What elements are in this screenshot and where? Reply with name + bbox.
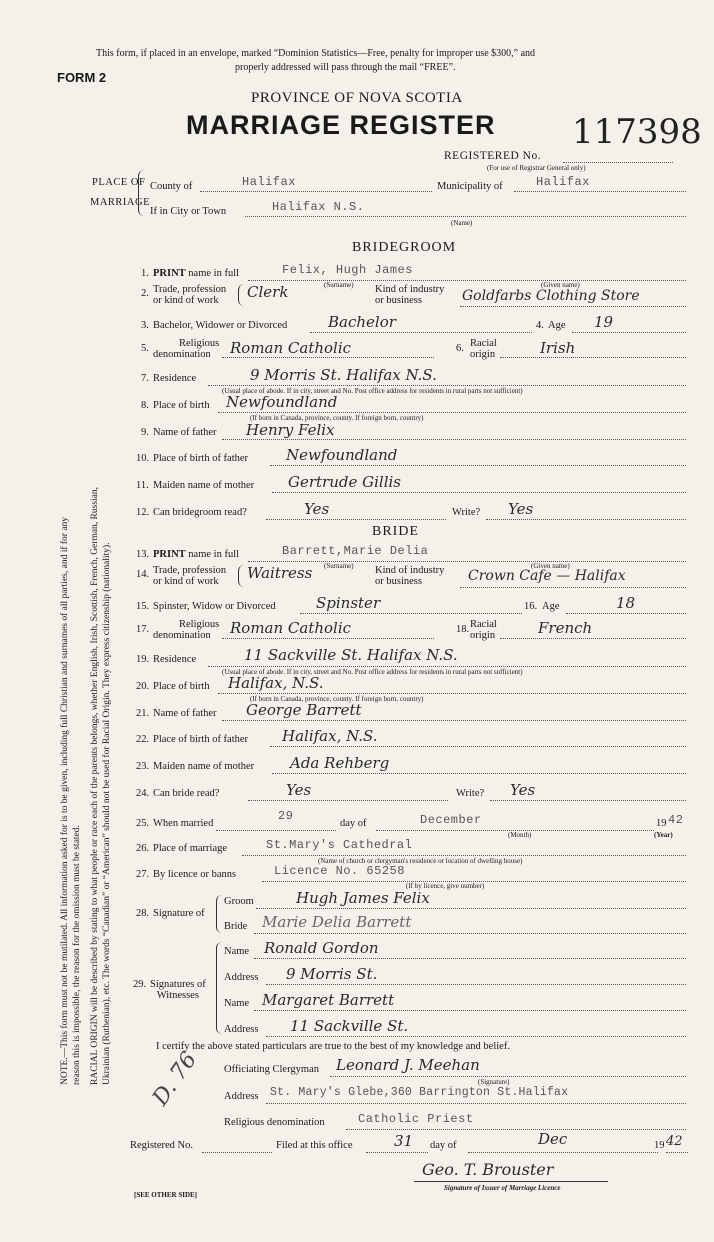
denomination-line <box>346 1129 686 1130</box>
field-12-line <box>266 519 446 520</box>
field-8-label: Place of birth <box>153 400 210 411</box>
groom-industry-value: Goldfarbs Clothing Store <box>462 288 640 304</box>
name-caption: (Name) <box>451 219 473 227</box>
field-21-label: Name of father <box>153 708 217 719</box>
field-2-brace <box>238 284 244 306</box>
field-8-line <box>218 412 686 413</box>
filed-day-value: 31 <box>394 1132 414 1150</box>
field-28-number: 28. <box>136 908 150 919</box>
place-brace <box>138 170 145 216</box>
field-9-label: Name of father <box>153 427 217 438</box>
groom-read-value: Yes <box>304 500 330 518</box>
field-10-label: Place of birth of father <box>153 453 249 464</box>
issuer-signature-line <box>414 1181 608 1182</box>
field-5-number: 5. <box>141 343 149 354</box>
field-25-label: When married <box>153 818 214 829</box>
groom-age-line <box>572 332 686 333</box>
groom-racial-line <box>500 357 686 358</box>
field-2-label: Trade, profession or kind of work <box>153 284 227 306</box>
filed-month-value: Dec <box>538 1130 568 1148</box>
province-heading: PROVINCE OF NOVA SCOTIA <box>251 90 463 106</box>
marriage-day-value: 29 <box>278 809 294 823</box>
field-29-brace <box>216 942 222 1034</box>
city-label: If in City or Town <box>150 206 227 217</box>
field-27-label: By licence or banns <box>153 869 237 880</box>
filed-year-value: 42 <box>666 1134 683 1149</box>
field-21-line <box>222 720 686 721</box>
bride-birth-caption: (If born in Canada, province, county. If foreign born, country) <box>250 695 424 703</box>
field-17-number: 17. <box>136 624 150 635</box>
bride-industry-label: Kind of industry or business <box>375 565 445 587</box>
clergyman-line <box>330 1076 686 1077</box>
bride-racial-value: French <box>538 619 593 637</box>
bride-signature: Marie Delia Barrett <box>262 913 412 931</box>
bride-read-value: Yes <box>286 781 312 799</box>
groom-name-value: Felix, Hugh James <box>282 263 413 277</box>
marriage-label: MARRIAGE <box>90 197 151 208</box>
field-19-number: 19. <box>136 654 150 665</box>
marriage-place-value: St.Mary's Cathedral <box>266 838 413 852</box>
bride-age-number: 16. <box>524 601 538 612</box>
field-13-line <box>248 561 686 562</box>
denomination-label: Religious denomination <box>224 1117 325 1128</box>
bride-marital-status-value: Spinster <box>316 594 381 612</box>
field-14-label: Trade, profession or kind of work <box>153 565 227 587</box>
field-1-line <box>248 280 686 281</box>
field-20-number: 20. <box>136 681 150 692</box>
bride-signature-line <box>254 933 686 934</box>
groom-write-label: Write? <box>452 507 481 518</box>
field-28-brace <box>216 895 222 933</box>
bridegroom-section-title: BRIDEGROOM <box>352 240 457 255</box>
postage-notice-line-1: This form, if placed in an envelope, marked “Dominion Statistics—Free, penalty for improper use $300,” and <box>96 48 536 59</box>
field-17-line <box>222 638 434 639</box>
field-12-label: Can bridegroom read? <box>153 507 247 518</box>
field-19-label: Residence <box>153 654 197 665</box>
field-24-line <box>248 800 448 801</box>
field-15-label: Spinster, Widow or Divorced <box>153 601 276 612</box>
groom-racial-number: 6. <box>456 343 464 354</box>
witness-2-address: 11 Sackville St. <box>290 1017 409 1035</box>
bride-age-line <box>566 613 686 614</box>
witness-1-address-line <box>266 984 686 985</box>
groom-father-value: Henry Felix <box>246 421 335 439</box>
field-5-label: Religious denomination <box>153 338 220 360</box>
field-3-line <box>310 332 532 333</box>
filed-year-line <box>666 1152 688 1153</box>
bride-father-birthplace-value: Halifax, N.S. <box>282 727 378 745</box>
groom-occupation-value: Clerk <box>247 283 289 301</box>
clergyman-label: Officiating Clergyman <box>224 1064 319 1075</box>
side-note-line-2: reason this is impossible, the reason for the omission must be stated. <box>72 825 82 1085</box>
field-22-label: Place of birth of father <box>153 734 249 745</box>
county-label: County of <box>150 181 193 192</box>
field-25-number: 25. <box>136 818 150 829</box>
postage-notice-line-2: properly addressed will pass through the mail “FREE”. <box>235 62 456 73</box>
witness-1-name-label: Name <box>224 946 250 957</box>
field-8-number: 8. <box>141 400 149 411</box>
footer-registered-label: Registered No. <box>130 1140 193 1151</box>
field-26-line <box>242 855 686 856</box>
field-3-number: 3. <box>141 320 149 331</box>
field-3-label: Bachelor, Widower or Divorced <box>153 320 288 331</box>
groom-birth-caption: (If born in Canada, province, county. If foreign born, country) <box>250 414 424 422</box>
bride-age-label: Age <box>542 601 560 612</box>
field-10-line <box>270 465 686 466</box>
month-caption: (Month) <box>508 831 532 839</box>
bride-signature-label: Bride <box>224 921 248 932</box>
field-11-line <box>272 492 686 493</box>
church-caption: (Name of church or clergyman's residence or location of dwelling house) <box>318 857 523 865</box>
field-13-label: PRINT name in full <box>153 549 240 560</box>
groom-racial-value: Irish <box>540 339 576 357</box>
marriage-year-value: 42 <box>668 813 684 827</box>
witness-1-name: Ronald Gordon <box>264 939 379 957</box>
field-14-number: 14. <box>136 569 150 580</box>
field-23-label: Maiden name of mother <box>153 761 255 772</box>
field-12-number: 12. <box>136 507 150 518</box>
bride-residence-caption: (Usual place of abode. If in city, street and No. Post office address for residents in rural parts not sufficient) <box>222 668 523 676</box>
marriage-day-line <box>216 830 336 831</box>
witness-1-address: 9 Morris St. <box>286 965 378 983</box>
registered-number-handwritten: 117398 <box>572 112 702 152</box>
witness-2-name-label: Name <box>224 998 250 1009</box>
issuer-signature: Geo. T. Brouster <box>422 1160 554 1179</box>
field-7-line <box>208 385 686 386</box>
bride-religion-value: Roman Catholic <box>230 619 352 637</box>
field-1-number: 1. <box>141 268 149 279</box>
bride-section-title: BRIDE <box>372 524 419 539</box>
groom-age-number: 4. <box>536 320 544 331</box>
marriage-year-prefix: 19 <box>656 818 667 829</box>
field-5-line <box>222 357 434 358</box>
surname-caption: (Surname) <box>324 281 354 289</box>
clergyman-address-value: St. Mary's Glebe,360 Barrington St.Halifax <box>270 1086 569 1099</box>
witness-2-address-line <box>266 1036 686 1037</box>
signature-caption: (Signature) <box>478 1078 510 1086</box>
county-line <box>200 191 432 192</box>
groom-age-value: 19 <box>594 313 614 331</box>
registrar-note: (For use of Registrar General only) <box>487 164 586 172</box>
bride-occupation-value: Waitress <box>247 564 313 582</box>
filed-day-line <box>366 1152 428 1153</box>
issuer-caption: Signature of Issuer of Marriage Licence <box>444 1184 561 1192</box>
witness-1-name-line <box>254 958 686 959</box>
registered-no-line <box>563 162 673 163</box>
field-15-line <box>300 613 522 614</box>
field-20-line <box>218 693 686 694</box>
field-13-number: 13. <box>136 549 150 560</box>
filed-day-of-label: day of <box>430 1140 457 1151</box>
year-caption: (Year) <box>654 831 673 839</box>
field-29-number: 29. <box>133 979 147 990</box>
groom-signature-line <box>256 908 686 909</box>
field-26-label: Place of marriage <box>153 843 228 854</box>
groom-signature: Hugh James Felix <box>296 889 430 907</box>
field-9-number: 9. <box>141 427 149 438</box>
witness-1-address-label: Address <box>224 972 259 983</box>
bride-write-label: Write? <box>456 788 485 799</box>
bride-residence-value: 11 Sackville St. Halifax N.S. <box>244 646 458 664</box>
form-number: FORM 2 <box>57 70 107 85</box>
witness-2-address-label: Address <box>224 1024 259 1035</box>
given-name-caption: (Given name) <box>541 281 580 289</box>
witness-2-name-line <box>254 1010 686 1011</box>
municipality-line <box>514 191 686 192</box>
bride-industry-line <box>460 587 686 588</box>
bride-racial-label: Racial origin <box>470 619 497 641</box>
filed-year-prefix: 19 <box>654 1140 665 1151</box>
clergyman-address-label: Address <box>224 1091 259 1102</box>
bride-racial-number: 18. <box>456 624 470 635</box>
groom-signature-label: Groom <box>224 896 254 907</box>
groom-mother-value: Gertrude Gillis <box>288 473 402 491</box>
bride-industry-value: Crown Cafe — Halifax <box>468 568 626 584</box>
groom-industry-label: Kind of industry or business <box>375 284 445 306</box>
margin-annotation: D. 76 <box>148 1047 203 1111</box>
county-value: Halifax <box>242 175 296 189</box>
groom-write-line <box>486 519 686 520</box>
witness-2-name: Margaret Barrett <box>262 991 395 1009</box>
bride-write-value: Yes <box>510 781 536 799</box>
place-of-label: PLACE OF <box>92 177 146 188</box>
field-9-line <box>222 439 686 440</box>
filed-month-line <box>468 1152 658 1153</box>
bride-mother-value: Ada Rehberg <box>290 754 390 772</box>
licence-caption: (If by licence, give number) <box>406 882 485 890</box>
marriage-month-value: December <box>420 813 482 827</box>
groom-marital-status-value: Bachelor <box>328 313 396 331</box>
marriage-day-of-label: day of <box>340 818 367 829</box>
clergyman-signature: Leonard J. Meehan <box>336 1056 480 1074</box>
field-10-number: 10. <box>136 453 150 464</box>
certify-statement: I certify the above stated particulars are true to the best of my knowledge and belief. <box>156 1041 510 1052</box>
groom-father-birthplace-value: Newfoundland <box>286 446 398 464</box>
municipality-label: Municipality of <box>437 181 503 192</box>
groom-age-label: Age <box>548 320 566 331</box>
city-line <box>245 216 686 217</box>
registered-no-label: REGISTERED No. <box>444 150 542 162</box>
field-23-number: 23. <box>136 761 150 772</box>
bride-given-name-caption: (Given name) <box>531 562 570 570</box>
field-22-line <box>270 746 686 747</box>
field-21-number: 21. <box>136 708 150 719</box>
groom-write-value: Yes <box>508 500 534 518</box>
field-26-number: 26. <box>136 843 150 854</box>
bride-racial-line <box>500 638 686 639</box>
bride-surname-caption: (Surname) <box>324 562 354 570</box>
filed-label: Filed at this office <box>276 1140 353 1151</box>
field-17-label: Religious denomination <box>153 619 220 641</box>
bride-birthplace-value: Halifax, N.S. <box>228 674 324 692</box>
bride-father-value: George Barrett <box>246 701 362 719</box>
field-28-label: Signature of <box>153 908 205 919</box>
clergyman-address-line <box>266 1103 686 1104</box>
field-24-number: 24. <box>136 788 150 799</box>
side-note-line-4: Ukrainian (Ruthenian), etc. The words “Canadian” or “American” should not be used for Racial Origin. They express citizenship (nationality). <box>102 542 112 1085</box>
denomination-value: Catholic Priest <box>358 1112 474 1126</box>
field-15-number: 15. <box>136 601 150 612</box>
bride-write-line <box>490 800 686 801</box>
groom-racial-label: Racial origin <box>470 338 497 360</box>
bride-age-value: 18 <box>616 594 636 612</box>
field-7-label: Residence <box>153 373 197 384</box>
field-29-label: Signatures of Witnesses <box>150 979 206 1001</box>
field-20-label: Place of birth <box>153 681 210 692</box>
see-other-side: [SEE OTHER SIDE] <box>134 1191 198 1199</box>
groom-industry-line <box>460 306 686 307</box>
municipality-value: Halifax <box>536 175 590 189</box>
field-23-line <box>272 773 686 774</box>
footer-registered-line <box>202 1152 272 1153</box>
licence-value: Licence No. 65258 <box>274 864 405 878</box>
bride-name-value: Barrett,Marie Delia <box>282 544 429 558</box>
field-19-line <box>208 666 686 667</box>
field-14-brace <box>238 565 244 587</box>
field-11-number: 11. <box>136 480 149 491</box>
groom-birthplace-value: Newfoundland <box>226 393 338 411</box>
field-11-label: Maiden name of mother <box>153 480 255 491</box>
field-27-number: 27. <box>136 869 150 880</box>
field-1-label: PRINT name in full <box>153 268 240 279</box>
page-title: MARRIAGE REGISTER <box>186 110 496 140</box>
field-2-number: 2. <box>141 288 149 299</box>
field-24-label: Can bride read? <box>153 788 220 799</box>
field-7-number: 7. <box>141 373 149 384</box>
groom-residence-value: 9 Morris St. Halifax N.S. <box>250 366 437 384</box>
field-22-number: 22. <box>136 734 150 745</box>
side-note-line-1: NOTE.—This form must not be mutilated. All information asked for is to be given, including full Christian and surnames of all parties, and if for any <box>60 516 70 1085</box>
side-note-line-3: RACIAL ORIGIN will be described by stating to what people or race each of the parents belongs, whether English, Irish, Scottish, French, German, Russian, <box>90 486 100 1085</box>
city-value: Halifax N.S. <box>272 200 365 214</box>
groom-residence-caption: (Usual place of abode. If in city, street and No. Post office address for residents in rural parts not sufficient) <box>222 387 523 395</box>
groom-religion-value: Roman Catholic <box>230 339 352 357</box>
